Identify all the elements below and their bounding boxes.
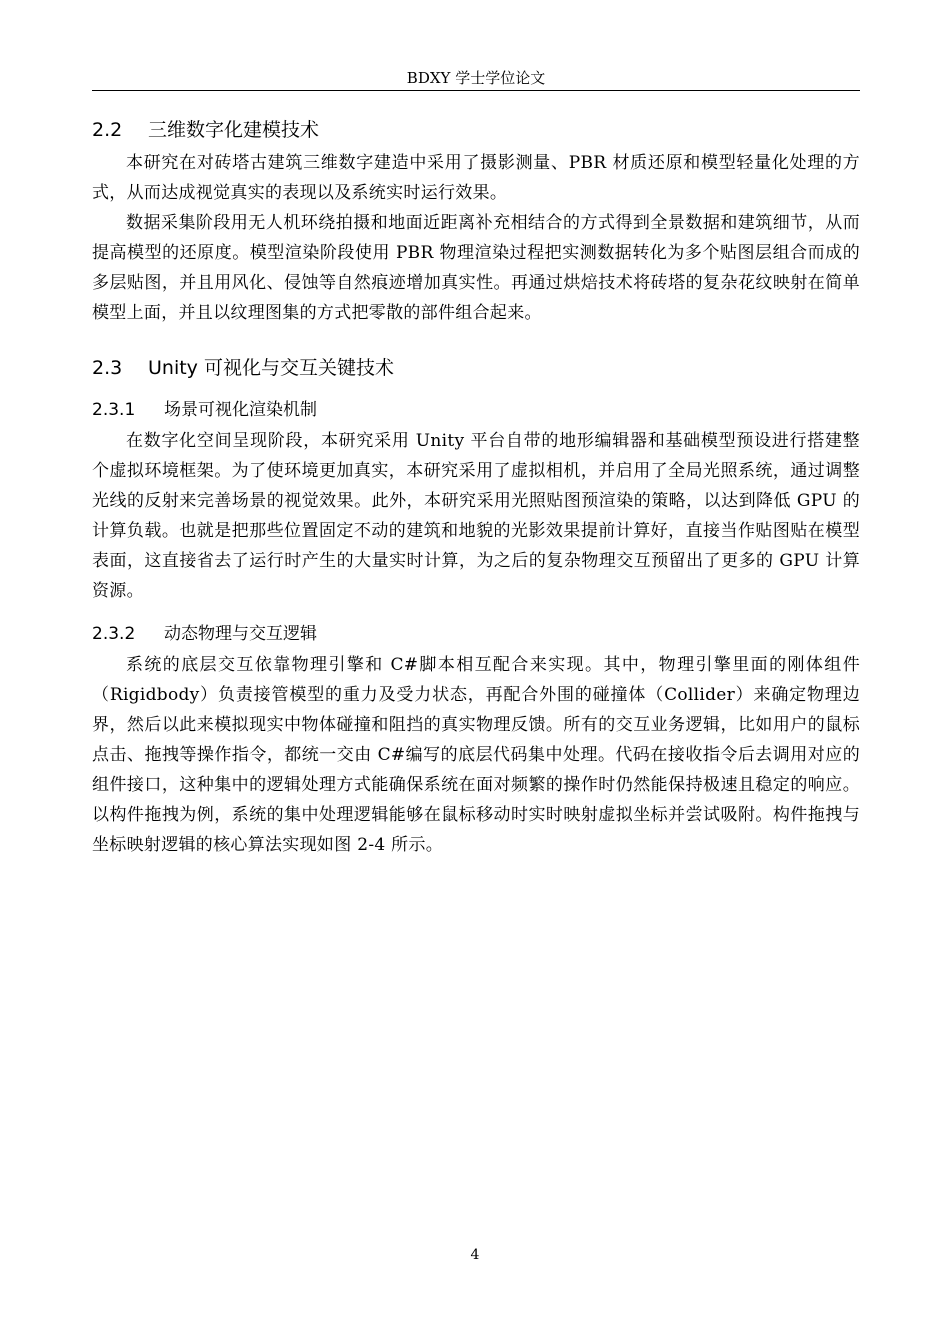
section-number: 2.2 [92, 119, 123, 141]
subsection-title: 动态物理与交互逻辑 [164, 624, 317, 644]
subsection-number: 2.3.2 [92, 624, 136, 644]
running-header: BDXY 学士学位论文 [406, 69, 546, 87]
subsection-title: 场景可视化渲染机制 [164, 400, 317, 420]
paragraph: 在数字化空间呈现阶段，本研究采用 Unity 平台自带的地形编辑器和基础模型预设进行搭建整个虚拟环境框架。为了使环境更加真实，本研究采用了虚拟相机，并启用了全局光照系统，通过调整光线的反射来完善场景的视觉效果。此外，本研究采用光照贴图预渲染的策略，以达到降低 GPU 的计算负载。也就是把那些位置固定不动的建筑和地貌的光影效果提前计算好，直接当作贴图贴在模型表面，这直接省去了运行时产生的大量实时计算，为之后的复杂物理交互预留出了更多的 GPU 计算资源。 [92, 431, 860, 601]
section-title: 三维数字化建模技术 [148, 119, 320, 141]
section-number: 2.3 [92, 357, 123, 379]
subsection-heading-2-3-1 [92, 394, 860, 426]
page-number: 4 [470, 1247, 480, 1263]
page-content [92, 112, 860, 860]
paragraph: 本研究在对砖塔古建筑三维数字建造中采用了摄影测量、PBR 材质还原和模型轻量化处理的方式，从而达成视觉真实的表现以及系统实时运行效果。 [92, 153, 860, 203]
section-spacer [92, 606, 860, 618]
section-title: Unity 可视化与交互关键技术 [148, 357, 394, 379]
section-spacer [92, 328, 860, 350]
subsection-heading-2-3-2 [92, 618, 860, 650]
paragraph: 系统的底层交互依靠物理引擎和 C#脚本相互配合来实现。其中，物理引擎里面的刚体组件（Rigidbody）负责接管模型的重力及受力状态，再配合外围的碰撞体（Collider）来确定物理边界，然后以此来模拟现实中物体碰撞和阻挡的真实物理反馈。所有的交互业务逻辑，比如用户的鼠标点击、拖拽等操作指令，都统一交由 C#编写的底层代码集中处理。代码在接收指令后去调用对应的组件接口，这种集中的逻辑处理方式能确保系统在面对频繁的操作时仍然能保持极速且稳定的响应。以构件拖拽为例，系统的集中处理逻辑能够在鼠标移动时实时映射虚拟坐标并尝试吸附。构件拖拽与坐标映射逻辑的核心算法实现如图 2-4 所示。 [92, 655, 860, 855]
header-rule [92, 90, 860, 91]
section-spacer [92, 386, 860, 394]
section-heading-2-2 [92, 112, 860, 148]
subsection-number: 2.3.1 [92, 400, 136, 420]
section-heading-2-3 [92, 350, 860, 386]
paragraph: 数据采集阶段用无人机环绕拍摄和地面近距离补充相结合的方式得到全景数据和建筑细节，从而提高模型的还原度。模型渲染阶段使用 PBR 物理渲染过程把实测数据转化为多个贴图层组合而成的多层贴图，并且用风化、侵蚀等自然痕迹增加真实性。再通过烘焙技术将砖塔的复杂花纹映射在简单模型上面，并且以纹理图集的方式把零散的部件组合起来。 [92, 213, 860, 323]
